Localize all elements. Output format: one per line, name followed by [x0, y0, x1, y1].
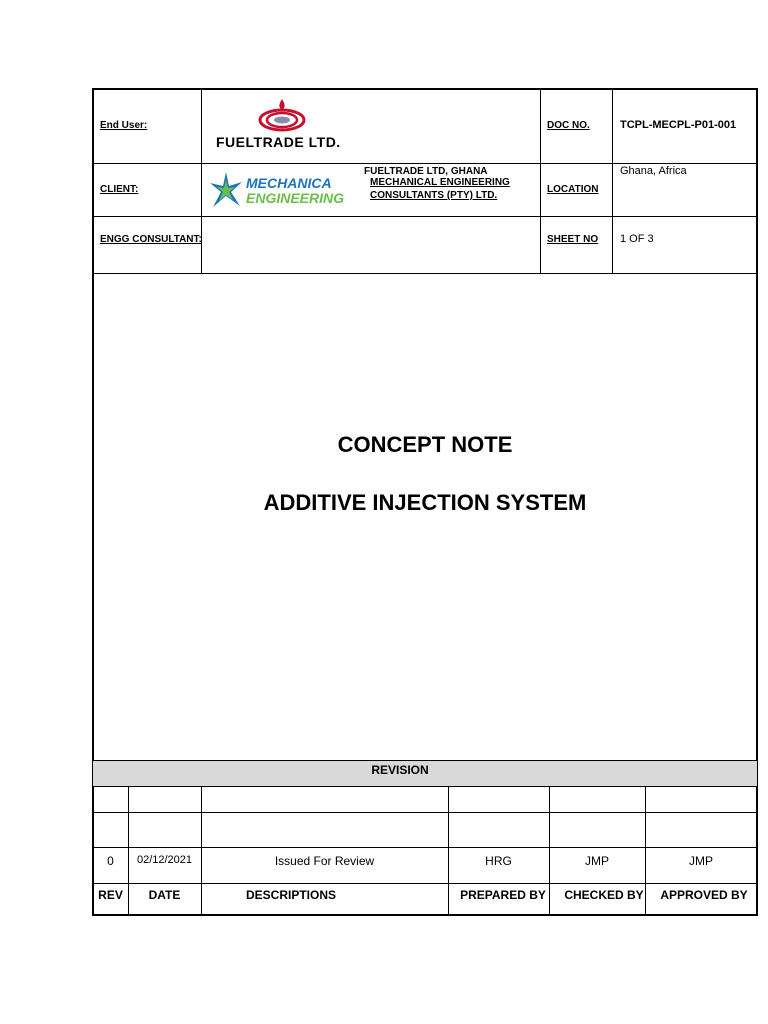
doc-no-value: TCPL-MECPL-P01-001	[620, 119, 737, 131]
divider	[93, 273, 757, 274]
end-user-label: End User:	[100, 120, 148, 131]
client-label: CLIENT:	[100, 184, 139, 195]
revision-cell: JMP	[585, 854, 609, 868]
mechanica-logo-line1: MECHANICA	[246, 175, 332, 191]
divider	[201, 90, 202, 273]
column-header-approved-by: APPROVED BY	[660, 888, 748, 902]
divider	[93, 760, 757, 761]
revision-cell: 0	[107, 854, 114, 868]
location-value: Ghana, Africa	[620, 165, 687, 177]
document-title: CONCEPT NOTE	[337, 432, 513, 457]
client-name-clip	[364, 163, 512, 177]
divider	[93, 786, 757, 787]
engg-consultant-label: ENGG CONSULTANT:	[100, 234, 202, 245]
location-label: LOCATION	[547, 184, 599, 195]
client-name: FUELTRADE LTD, GHANA	[364, 166, 488, 177]
column-header-rev: REV	[98, 888, 123, 902]
column-header-date: DATE	[148, 888, 181, 902]
divider	[93, 883, 757, 884]
column-header-prepared-by: PREPARED BY	[460, 888, 546, 902]
document-subtitle: ADDITIVE INJECTION SYSTEM	[263, 490, 587, 515]
divider	[612, 90, 613, 273]
mechanica-logo	[208, 170, 364, 212]
consultant-name-line2: CONSULTANTS (PTY) LTD.	[370, 190, 498, 201]
column-header-checked-by: CHECKED BY	[564, 888, 644, 902]
revision-heading: REVISION	[371, 763, 429, 777]
revision-cell: HRG	[485, 854, 512, 868]
doc-no-label: DOC NO.	[547, 120, 590, 131]
fueltrade-flame-icon	[252, 98, 312, 132]
divider	[93, 216, 757, 217]
mechanica-star-icon	[208, 170, 244, 210]
divider	[93, 847, 757, 848]
sheet-no-label: SHEET NO	[547, 234, 599, 245]
consultant-name-line1: MECHANICAL ENGINEERING	[370, 177, 510, 188]
revision-cell: Issued For Review	[274, 854, 375, 868]
mechanica-logo-line2: ENGINEERING	[246, 190, 345, 206]
divider	[93, 812, 757, 813]
column-header-descriptions: DESCRIPTIONS	[245, 888, 336, 902]
revision-cell: 02/12/2021	[136, 854, 193, 866]
fueltrade-logo-text: FUELTRADE LTD.	[216, 134, 341, 150]
fueltrade-logo	[212, 98, 352, 158]
sheet-no-value: 1 OF 3	[620, 233, 654, 245]
revision-cell: JMP	[689, 854, 713, 868]
divider	[540, 90, 541, 273]
